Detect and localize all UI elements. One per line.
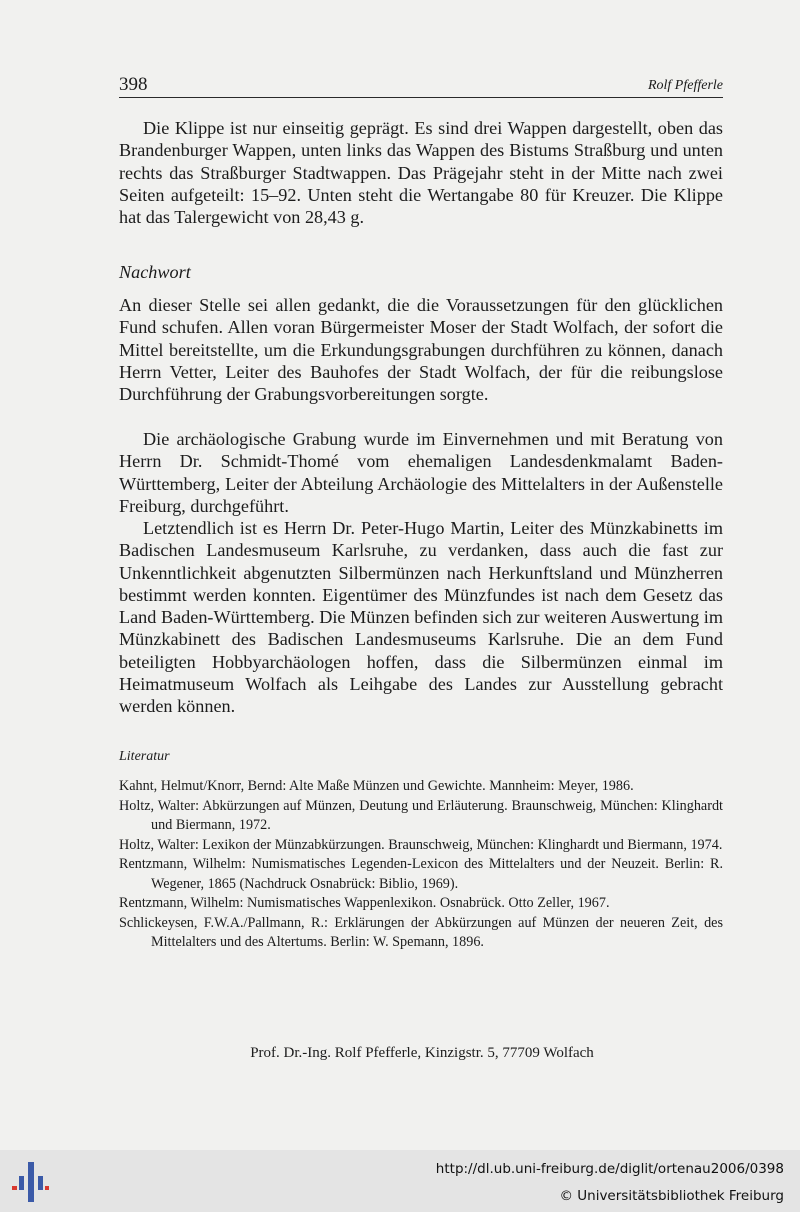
literature-entry: Kahnt, Helmut/Knorr, Bernd: Alte Maße Münzen und Gewichte. Mannheim: Meyer, 1986. (119, 778, 634, 794)
literature-entry: Holtz, Walter: Lexikon der Münzabkürzungen. Braunschweig, München: Klinghardt und Biermann, 1974. (119, 836, 723, 853)
page-number: 398 (119, 74, 148, 95)
author-address: Prof. Dr.-Ing. Rolf Pfefferle, Kinzigstr. 5, 77709 Wolfach (250, 1045, 594, 1061)
paragraph-grabung: Die archäologische Grabung wurde im Einvernehmen und mit Beratung von Herrn Dr. Schmidt-Thomé vom ehemaligen Landesdenkmalamt Baden-Württemberg, Leiter der Abteilung Archäologie des Mittelalters in der Außenstelle Freiburg, durchgeführt. (119, 429, 723, 516)
literature-list (119, 777, 723, 953)
running-head-author: Rolf Pfefferle (647, 78, 723, 93)
section-heading-nachwort: Nachwort (119, 262, 191, 282)
literature-entry: Schlickeysen, F.W.A./Pallmann, R.: Erklärungen der Abkürzungen auf Münzen der neueren Zeit, des Mittelalters und des Altertums. Berlin: W. Spemann, 1896. (119, 914, 723, 950)
paragraph-muenzkabinett: Letztendlich ist es Herrn Dr. Peter-Hugo Martin, Leiter des Münzkabinetts im Badischen Landesmuseum Karlsruhe, zu verdanken, dass auch die fast zur Unkenntlichkeit abgenutzten Silbermünzen nach Herkunftsland und Münzherren bestimmt werden konnten. Eigentümer des Münzfundes ist nach dem Gesetz das Land Baden-Württemberg. Die Münzen befinden sich zur weiteren Auswertung im Münzkabinett des Badischen Landesmuseums Karlsruhe. Die an dem Fund beteiligten Hobbyarchäologen hoffen, dass die Silbermünzen einmal im Heimatmuseum Wolfach als Leihgabe des Landes zur Ausstellung gebracht werden können. (119, 518, 723, 717)
literature-entry: Holtz, Walter: Abkürzungen auf Münzen, Deutung und Erläuterung. Braunschweig, München: Klinghardt und Biermann, 1972. (119, 797, 723, 833)
paragraph-dank: An dieser Stelle sei allen gedankt, die die Voraussetzungen für den glücklichen Fund schufen. Allen voran Bürgermeister Moser der Stadt Wolfach, der sofort die Mittel bereitstellte, um die Erkundungsgrabungen durchführen zu können, danach Herrn Vetter, Leiter des Bauhofes der Stadt Wolfach, der für die reibungslose Durchführung der Grabungsvorbereitungen sorgte. (119, 295, 723, 405)
footer-bar (0, 1150, 800, 1212)
ub-freiburg-logo-icon (10, 1160, 50, 1204)
paragraph-klippe: Die Klippe ist nur einseitig geprägt. Es sind drei Wappen dargestellt, oben das Brandenburger Wappen, unten links das Wappen des Bistums Straßburg und unten rechts das Straßburger Stadtwappen. Das Prägejahr steht in der Mitte nach zwei Seiten aufgeteilt: 15–92. Unten steht die Wertangabe 80 für Kreuzer. Die Klippe hat das Talergewicht von 28,43 g. (119, 118, 723, 228)
literature-entry: Rentzmann, Wilhelm: Numismatisches Legenden-Lexicon des Mittelalters und der Neuzeit. Berlin: R. Wegener, 1865 (Nachdruck Osnabrück: Biblio, 1969). (119, 856, 723, 892)
literature-heading: Literatur (119, 749, 170, 764)
literature-entry: Rentzmann, Wilhelm: Numismatisches Wappenlexikon. Osnabrück. Otto Zeller, 1967. (119, 895, 610, 911)
copyright-notice: © Universitätsbibliothek Freiburg (559, 1188, 784, 1204)
header-rule (119, 97, 723, 98)
permalink-url[interactable]: http://dl.ub.uni-freiburg.de/diglit/ortenau2006/0398 (435, 1161, 784, 1177)
